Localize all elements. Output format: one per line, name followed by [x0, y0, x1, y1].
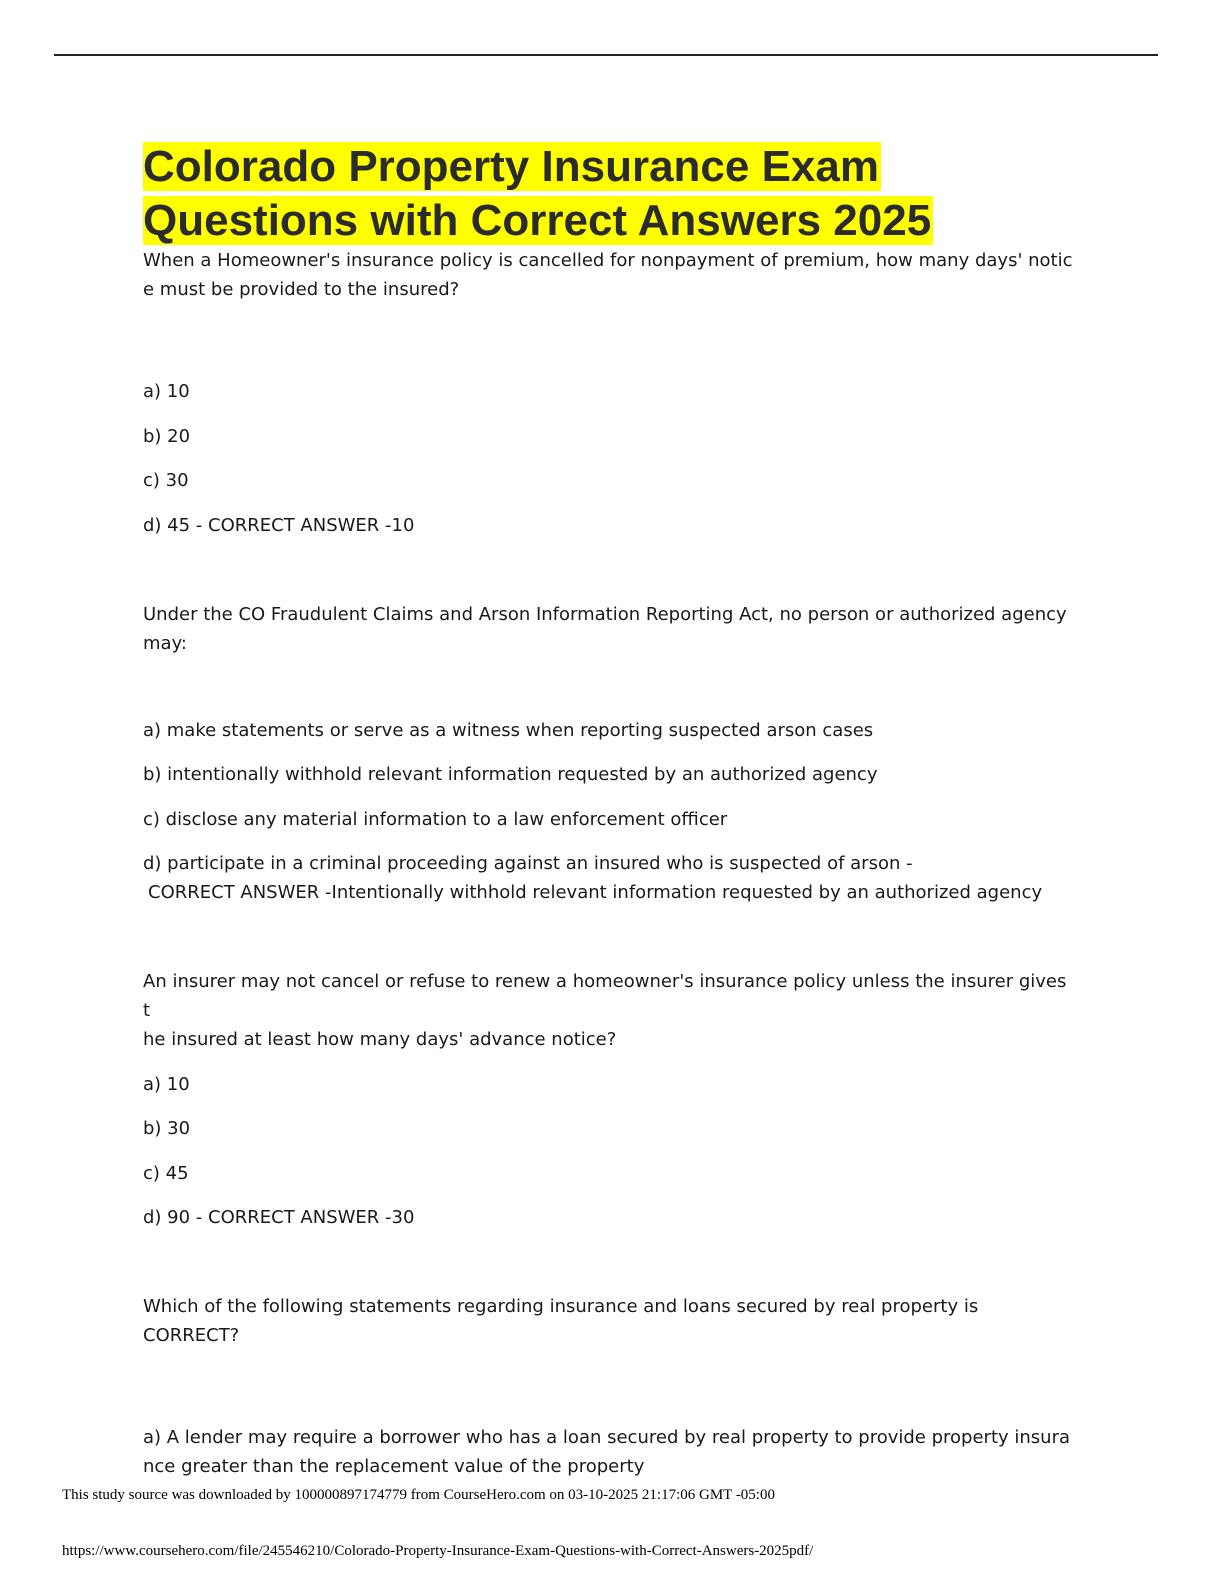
- title-line-2: Questions with Correct Answers 2025: [143, 196, 932, 245]
- top-rule: [54, 54, 1158, 56]
- question-2-line-1: Under the CO Fraudulent Claims and Arson Information Reporting Act, no person or authorized agency: [143, 603, 1067, 625]
- question-1-option-b: b) 20: [143, 425, 191, 447]
- question-2-option-d: d) participate in a criminal proceeding against an insured who is suspected of arson -: [143, 853, 913, 874]
- question-1-line-1: When a Homeowner's insurance policy is cancelled for nonpayment of premium, how many days' notic: [143, 250, 1073, 271]
- question-4-option-a: [143, 1423, 1078, 1481]
- question-2-text: [143, 600, 1078, 658]
- question-2-line-2: may:: [143, 632, 187, 654]
- question-1-text: [143, 246, 1078, 304]
- question-3-text: [143, 967, 1078, 1054]
- question-3-line-1: An insurer may not cancel or refuse to renew a homeowner's insurance policy unless the insurer gives t: [143, 971, 1067, 1021]
- question-3: [143, 967, 1078, 1232]
- question-2-option-c: c) disclose any material information to a law enforcement officer: [143, 808, 728, 830]
- question-1-option-c: c) 30: [143, 470, 189, 491]
- question-3-option-d: d) 90 - CORRECT ANSWER -30: [143, 1207, 415, 1228]
- question-1: [143, 246, 1078, 540]
- question-1-line-2: e must be provided to the insured?: [143, 279, 460, 300]
- question-2-option-b: b) intentionally withhold relevant information requested by an authorized agency: [143, 764, 878, 785]
- title-line-1: Colorado Property Insurance Exam: [143, 142, 879, 191]
- question-1-option-a: a) 10: [143, 381, 190, 402]
- question-2: [143, 600, 1078, 908]
- footer-url-line[interactable]: https://www.coursehero.com/file/245546210/Colorado-Property-Insurance-Exam-Questions-with-Correct-Answers-2025pdf/: [62, 1543, 814, 1559]
- question-4: [143, 1292, 1078, 1481]
- document-title: [143, 140, 1078, 248]
- question-3-line-2: he insured at least how many days' advance notice?: [143, 1029, 617, 1050]
- question-3-option-c: c) 45: [143, 1162, 189, 1184]
- footer-source-line: This study source was downloaded by 100000897174779 from CourseHero.com on 03-10-2025 21:17:06 GMT -05:00: [62, 1487, 775, 1503]
- question-4-option-a-line-2: nce greater than the replacement value of the property: [143, 1456, 645, 1477]
- document-body: [143, 140, 1078, 1481]
- question-2-option-a: a) make statements or serve as a witness when reporting suspected arson cases: [143, 719, 874, 741]
- question-3-option-b: b) 30: [143, 1118, 191, 1139]
- question-3-option-a: a) 10: [143, 1073, 190, 1095]
- question-4-option-a-line-1: a) A lender may require a borrower who has a loan secured by real property to provide property insura: [143, 1427, 1071, 1448]
- question-1-option-d: d) 45 - CORRECT ANSWER -10: [143, 514, 415, 536]
- question-2-correct-answer: CORRECT ANSWER -Intentionally withhold relevant information requested by an authorized agency: [148, 882, 1043, 903]
- question-4-text: Which of the following statements regarding insurance and loans secured by real property is CORRECT?: [143, 1296, 979, 1346]
